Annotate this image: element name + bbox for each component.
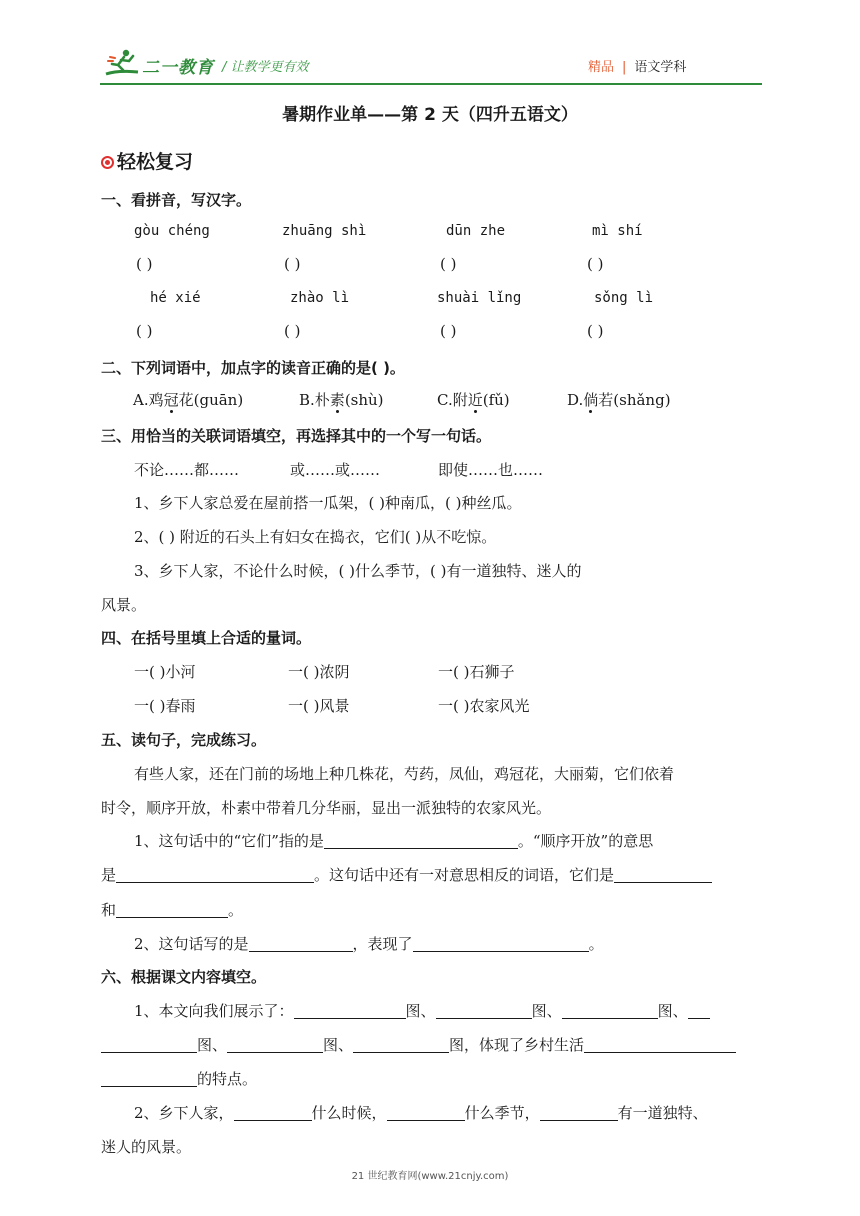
pinyin-1: gòu chéng (134, 223, 210, 239)
conjunction-1: 不论……都…… (134, 461, 240, 479)
measure-word-item: 一( )农家风光 (438, 697, 530, 715)
header-right (588, 56, 686, 75)
header-separator: | (622, 60, 627, 75)
answer-blank (413, 935, 589, 952)
option-b: B.朴素(shù) (299, 391, 384, 409)
q3-sentence-3-cont: 风景。 (101, 596, 147, 614)
answer-blank (436, 1002, 532, 1019)
answer-blank (101, 1070, 197, 1087)
q3-sentence-3: 3、乡下人家，不论什么时候，( )什么季节，( )有一道独特、迷人的 (134, 562, 582, 580)
q5-question-2: 2、这句话写的是 ，表现了 。 (134, 935, 604, 953)
answer-blank (101, 1036, 197, 1053)
premium-badge: 精品 (588, 60, 615, 75)
q5-passage-line-1: 有些人家，还在门前的场地上种几株花，芍药，凤仙，鸡冠花，大丽菊，它们依着 (134, 765, 675, 783)
option-a: A.鸡冠花(guān) (133, 391, 244, 409)
q3-sentence-1: 1、乡下人家总爱在屋前搭一瓜架，( )种南瓜，( )种丝瓜。 (134, 494, 522, 512)
answer-paren: ( ) (440, 322, 457, 340)
answer-blank (562, 1002, 658, 1019)
measure-word-item: 一( )小河 (134, 663, 196, 681)
q6-line-2: 图、 图、 图，体现了乡村生活 (101, 1034, 736, 1055)
section-review-label: 轻松复习 (117, 151, 194, 173)
measure-word-item: 一( )石狮子 (438, 663, 515, 681)
dotted-char: 近 (467, 391, 483, 409)
answer-blank (614, 866, 712, 883)
dotted-char: 素 (329, 391, 345, 409)
answer-blank (387, 1104, 465, 1121)
option-c: C.附近(fǔ) (437, 391, 510, 409)
bullseye-icon (101, 156, 114, 169)
q4-heading: 四、在括号里填上合适的量词。 (101, 629, 312, 647)
measure-word-item: 一( )春雨 (134, 697, 196, 715)
runner-logo-icon (104, 48, 140, 78)
conjunction-2: 或……或…… (290, 461, 381, 479)
measure-word-item: 一( )风景 (288, 697, 350, 715)
answer-blank (227, 1036, 323, 1053)
answer-blank (540, 1104, 618, 1121)
answer-blank (116, 901, 228, 918)
answer-paren: ( ) (136, 255, 153, 273)
answer-blank (324, 832, 518, 849)
answer-blank (234, 1104, 312, 1121)
answer-blank (116, 866, 314, 883)
subject-label: 语文学科 (634, 60, 687, 75)
header-divider (100, 83, 762, 85)
q5-question-1-cont: 是 。这句话中还有一对意思相反的词语，它们是 (101, 864, 712, 885)
answer-paren: ( ) (440, 255, 457, 273)
page-title: 暑期作业单——第 2 天（四升五语文） (282, 105, 578, 125)
answer-blank (294, 1002, 406, 1019)
q6-line-5: 迷人的风景。 (101, 1138, 192, 1156)
answer-blank (249, 935, 353, 952)
answer-paren: ( ) (284, 322, 301, 340)
q1-heading: 一、看拼音，写汉字。 (101, 191, 252, 209)
q5-question-1: 1、这句话中的“它们”指的是 。“顺序开放”的意思 (134, 832, 654, 850)
q6-line-4: 2、乡下人家， 什么时候， 什么季节， 有一道独特、 (134, 1104, 708, 1122)
dotted-char: 倘 (583, 391, 599, 409)
pinyin-7: shuài lǐng (437, 290, 522, 306)
option-d: D.倘若(shǎng) (567, 391, 671, 409)
answer-paren: ( ) (587, 255, 604, 273)
conjunction-3: 即使……也…… (438, 461, 544, 479)
pinyin-2: zhuāng shì (282, 223, 367, 239)
measure-word-item: 一( )浓阴 (288, 663, 350, 681)
pinyin-3: dūn zhe (446, 223, 506, 239)
logo-text: 二一教育 (142, 58, 214, 78)
pinyin-8: sǒng lì (594, 290, 654, 306)
answer-paren: ( ) (136, 322, 153, 340)
section-review-heading (101, 147, 193, 174)
dotted-char: 冠 (163, 391, 179, 409)
q5-heading: 五、读句子，完成练习。 (101, 731, 267, 749)
pinyin-5: hé xié (150, 290, 201, 306)
pinyin-4: mì shí (592, 223, 643, 239)
page-footer: 21 世纪教育网(www.21cnjy.com) (351, 1171, 509, 1182)
answer-blank (353, 1036, 449, 1053)
q2-heading: 二、下列词语中，加点字的读音正确的是( )。 (101, 359, 405, 377)
q3-sentence-2: 2、( ) 附近的石头上有妇女在捣衣，它们( )从不吃惊。 (134, 528, 497, 546)
q6-line-1: 1、本文向我们展示了： 图、 图、 图、 (134, 1000, 710, 1021)
q3-heading: 三、用恰当的关联词语填空，再选择其中的一个写一句话。 (101, 427, 492, 445)
answer-paren: ( ) (284, 255, 301, 273)
answer-blank (688, 1002, 710, 1019)
page-header (0, 0, 860, 92)
q6-heading: 六、根据课文内容填空。 (101, 968, 267, 986)
slogan: / 让教学更有效 (222, 60, 309, 75)
q6-line-3: 的特点。 (101, 1068, 257, 1089)
q5-passage-line-2: 时令，顺序开放，朴素中带着几分华丽，显出一派独特的农家风光。 (101, 799, 552, 817)
q5-question-1-end: 和 。 (101, 901, 244, 919)
pinyin-6: zhào lì (290, 290, 350, 306)
answer-blank (584, 1036, 736, 1053)
answer-paren: ( ) (587, 322, 604, 340)
